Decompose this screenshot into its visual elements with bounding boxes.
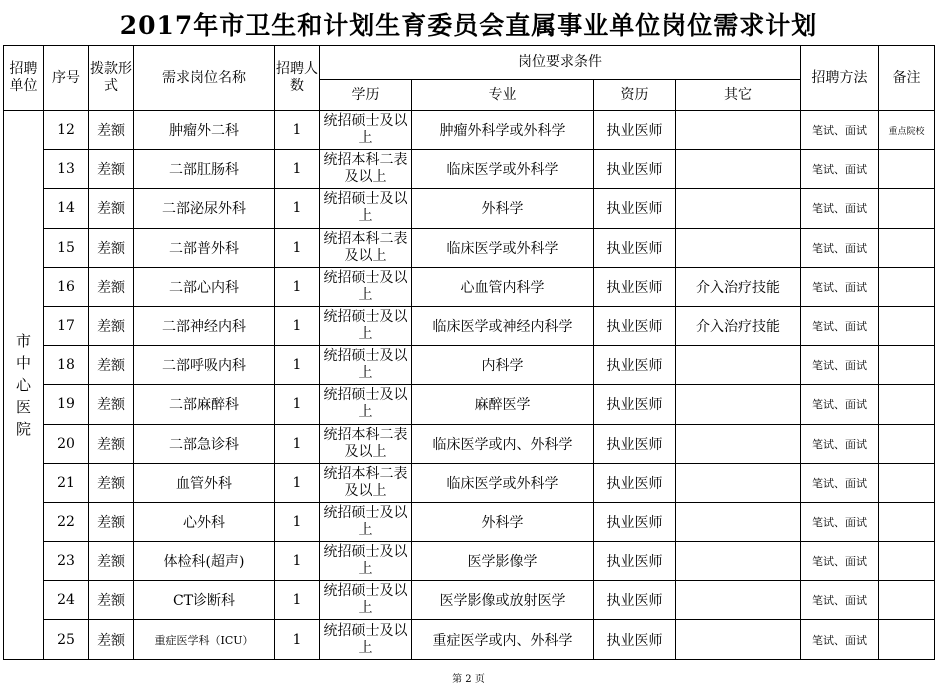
method-cell: 笔试、面试 [801, 228, 879, 267]
seq-cell: 21 [44, 463, 89, 502]
major-cell: 心血管内科学 [412, 267, 594, 306]
other-cell [676, 150, 801, 189]
table-row [4, 542, 935, 581]
remark-cell [879, 502, 935, 541]
table-row [4, 502, 935, 541]
funding-cell: 差额 [89, 581, 134, 620]
count-cell: 1 [275, 620, 320, 659]
other-cell [676, 424, 801, 463]
education-cell: 统招本科二表及以上 [320, 424, 412, 463]
method-cell: 笔试、面试 [801, 150, 879, 189]
qualification-cell: 执业医师 [594, 542, 676, 581]
qualification-cell: 执业医师 [594, 228, 676, 267]
major-cell: 医学影像或放射医学 [412, 581, 594, 620]
other-cell [676, 502, 801, 541]
remark-cell [879, 620, 935, 659]
education-cell: 统招本科二表及以上 [320, 228, 412, 267]
count-cell: 1 [275, 306, 320, 345]
position-cell: 二部急诊科 [134, 424, 275, 463]
remark-cell [879, 306, 935, 345]
remark-cell [879, 424, 935, 463]
table-row [4, 306, 935, 345]
position-cell: 二部神经内科 [134, 306, 275, 345]
education-cell: 统招硕士及以上 [320, 542, 412, 581]
other-cell [676, 189, 801, 228]
education-cell: 统招硕士及以上 [320, 385, 412, 424]
education-cell: 统招硕士及以上 [320, 502, 412, 541]
other-cell [676, 228, 801, 267]
table-row [4, 150, 935, 189]
count-cell: 1 [275, 150, 320, 189]
seq-cell: 14 [44, 189, 89, 228]
remark-cell [879, 189, 935, 228]
method-cell: 笔试、面试 [801, 620, 879, 659]
qualification-cell: 执业医师 [594, 463, 676, 502]
education-cell: 统招本科二表及以上 [320, 150, 412, 189]
table-row [4, 189, 935, 228]
method-cell: 笔试、面试 [801, 189, 879, 228]
education-cell: 统招本科二表及以上 [320, 463, 412, 502]
major-cell: 重症医学或内、外科学 [412, 620, 594, 659]
method-cell: 笔试、面试 [801, 581, 879, 620]
count-cell: 1 [275, 385, 320, 424]
header-count: 招聘人数 [275, 46, 320, 111]
position-cell: 心外科 [134, 502, 275, 541]
header-seq: 序号 [44, 46, 89, 111]
header-unit: 招聘单位 [4, 46, 44, 111]
major-cell: 临床医学或外科学 [412, 150, 594, 189]
funding-cell: 差额 [89, 463, 134, 502]
count-cell: 1 [275, 581, 320, 620]
other-cell: 介入治疗技能 [676, 306, 801, 345]
other-cell [676, 385, 801, 424]
major-cell: 临床医学或外科学 [412, 228, 594, 267]
count-cell: 1 [275, 267, 320, 306]
seq-cell: 25 [44, 620, 89, 659]
count-cell: 1 [275, 424, 320, 463]
document-title: 2017年市卫生和计划生育委员会直属事业单位岗位需求计划 [119, 11, 818, 40]
header-qualification: 资历 [594, 80, 676, 111]
position-cell: 肿瘤外二科 [134, 111, 275, 150]
qualification-cell: 执业医师 [594, 111, 676, 150]
header-position: 需求岗位名称 [134, 46, 275, 111]
method-cell: 笔试、面试 [801, 385, 879, 424]
seq-cell: 20 [44, 424, 89, 463]
qualification-cell: 执业医师 [594, 620, 676, 659]
remark-cell [879, 267, 935, 306]
remark-cell [879, 463, 935, 502]
remark-cell [879, 150, 935, 189]
funding-cell: 差额 [89, 502, 134, 541]
qualification-cell: 执业医师 [594, 306, 676, 345]
seq-cell: 15 [44, 228, 89, 267]
funding-cell: 差额 [89, 424, 134, 463]
header-requirements: 岗位要求条件 [320, 46, 801, 80]
header-education: 学历 [320, 80, 412, 111]
education-cell: 统招硕士及以上 [320, 581, 412, 620]
education-cell: 统招硕士及以上 [320, 189, 412, 228]
method-cell: 笔试、面试 [801, 463, 879, 502]
funding-cell: 差额 [89, 189, 134, 228]
other-cell [676, 542, 801, 581]
education-cell: 统招硕士及以上 [320, 111, 412, 150]
header-row-1 [4, 46, 935, 80]
position-cell: 二部麻醉科 [134, 385, 275, 424]
funding-cell: 差额 [89, 111, 134, 150]
unit-cell [4, 111, 44, 660]
method-cell: 笔试、面试 [801, 542, 879, 581]
header-other: 其它 [676, 80, 801, 111]
education-cell: 统招硕士及以上 [320, 306, 412, 345]
other-cell [676, 346, 801, 385]
funding-cell: 差额 [89, 542, 134, 581]
table-row [4, 111, 935, 150]
table-row [4, 424, 935, 463]
position-cell: 二部呼吸内科 [134, 346, 275, 385]
unit-name: 市中心医院 [15, 331, 31, 438]
major-cell: 临床医学或内、外科学 [412, 424, 594, 463]
funding-cell: 差额 [89, 306, 134, 345]
header-funding: 拨款形式 [89, 46, 134, 111]
major-cell: 临床医学或外科学 [412, 463, 594, 502]
position-cell: 二部心内科 [134, 267, 275, 306]
other-cell [676, 463, 801, 502]
qualification-cell: 执业医师 [594, 502, 676, 541]
education-cell: 统招硕士及以上 [320, 620, 412, 659]
funding-cell: 差额 [89, 150, 134, 189]
major-cell: 外科学 [412, 189, 594, 228]
remark-cell [879, 542, 935, 581]
position-plan-table [3, 45, 935, 660]
major-cell: 内科学 [412, 346, 594, 385]
table-row [4, 620, 935, 659]
qualification-cell: 执业医师 [594, 267, 676, 306]
funding-cell: 差额 [89, 228, 134, 267]
major-cell: 肿瘤外科学或外科学 [412, 111, 594, 150]
seq-cell: 18 [44, 346, 89, 385]
count-cell: 1 [275, 463, 320, 502]
education-cell: 统招硕士及以上 [320, 267, 412, 306]
header-method: 招聘方法 [801, 46, 879, 111]
other-cell: 介入治疗技能 [676, 267, 801, 306]
seq-cell: 22 [44, 502, 89, 541]
major-cell: 临床医学或神经内科学 [412, 306, 594, 345]
table-row [4, 267, 935, 306]
count-cell: 1 [275, 189, 320, 228]
major-cell: 外科学 [412, 502, 594, 541]
position-cell: 二部普外科 [134, 228, 275, 267]
count-cell: 1 [275, 228, 320, 267]
table-body [4, 111, 935, 660]
method-cell: 笔试、面试 [801, 346, 879, 385]
count-cell: 1 [275, 346, 320, 385]
method-cell: 笔试、面试 [801, 502, 879, 541]
other-cell [676, 581, 801, 620]
seq-cell: 24 [44, 581, 89, 620]
method-cell: 笔试、面试 [801, 111, 879, 150]
count-cell: 1 [275, 111, 320, 150]
header-remark: 备注 [879, 46, 935, 111]
remark-cell [879, 385, 935, 424]
position-cell: 血管外科 [134, 463, 275, 502]
method-cell: 笔试、面试 [801, 424, 879, 463]
major-cell: 麻醉医学 [412, 385, 594, 424]
funding-cell: 差额 [89, 267, 134, 306]
table-row [4, 346, 935, 385]
seq-cell: 12 [44, 111, 89, 150]
remark-cell: 重点院校 [879, 111, 935, 150]
remark-cell [879, 346, 935, 385]
seq-cell: 19 [44, 385, 89, 424]
major-cell: 医学影像学 [412, 542, 594, 581]
qualification-cell: 执业医师 [594, 150, 676, 189]
funding-cell: 差额 [89, 385, 134, 424]
count-cell: 1 [275, 542, 320, 581]
qualification-cell: 执业医师 [594, 581, 676, 620]
funding-cell: 差额 [89, 620, 134, 659]
seq-cell: 17 [44, 306, 89, 345]
funding-cell: 差额 [89, 346, 134, 385]
other-cell [676, 111, 801, 150]
seq-cell: 23 [44, 542, 89, 581]
table-row [4, 463, 935, 502]
count-cell: 1 [275, 502, 320, 541]
education-cell: 统招硕士及以上 [320, 346, 412, 385]
position-cell: CT诊断科 [134, 581, 275, 620]
table-row [4, 228, 935, 267]
qualification-cell: 执业医师 [594, 385, 676, 424]
seq-cell: 16 [44, 267, 89, 306]
remark-cell [879, 228, 935, 267]
position-cell: 体检科(超声) [134, 542, 275, 581]
seq-cell: 13 [44, 150, 89, 189]
qualification-cell: 执业医师 [594, 189, 676, 228]
position-cell: 重症医学科（ICU） [134, 620, 275, 659]
qualification-cell: 执业医师 [594, 424, 676, 463]
method-cell: 笔试、面试 [801, 306, 879, 345]
table-row [4, 581, 935, 620]
position-cell: 二部肛肠科 [134, 150, 275, 189]
table-row [4, 385, 935, 424]
page-number: 第 2 页 [452, 674, 485, 685]
other-cell [676, 620, 801, 659]
header-major: 专业 [412, 80, 594, 111]
remark-cell [879, 581, 935, 620]
method-cell: 笔试、面试 [801, 267, 879, 306]
qualification-cell: 执业医师 [594, 346, 676, 385]
position-cell: 二部泌尿外科 [134, 189, 275, 228]
